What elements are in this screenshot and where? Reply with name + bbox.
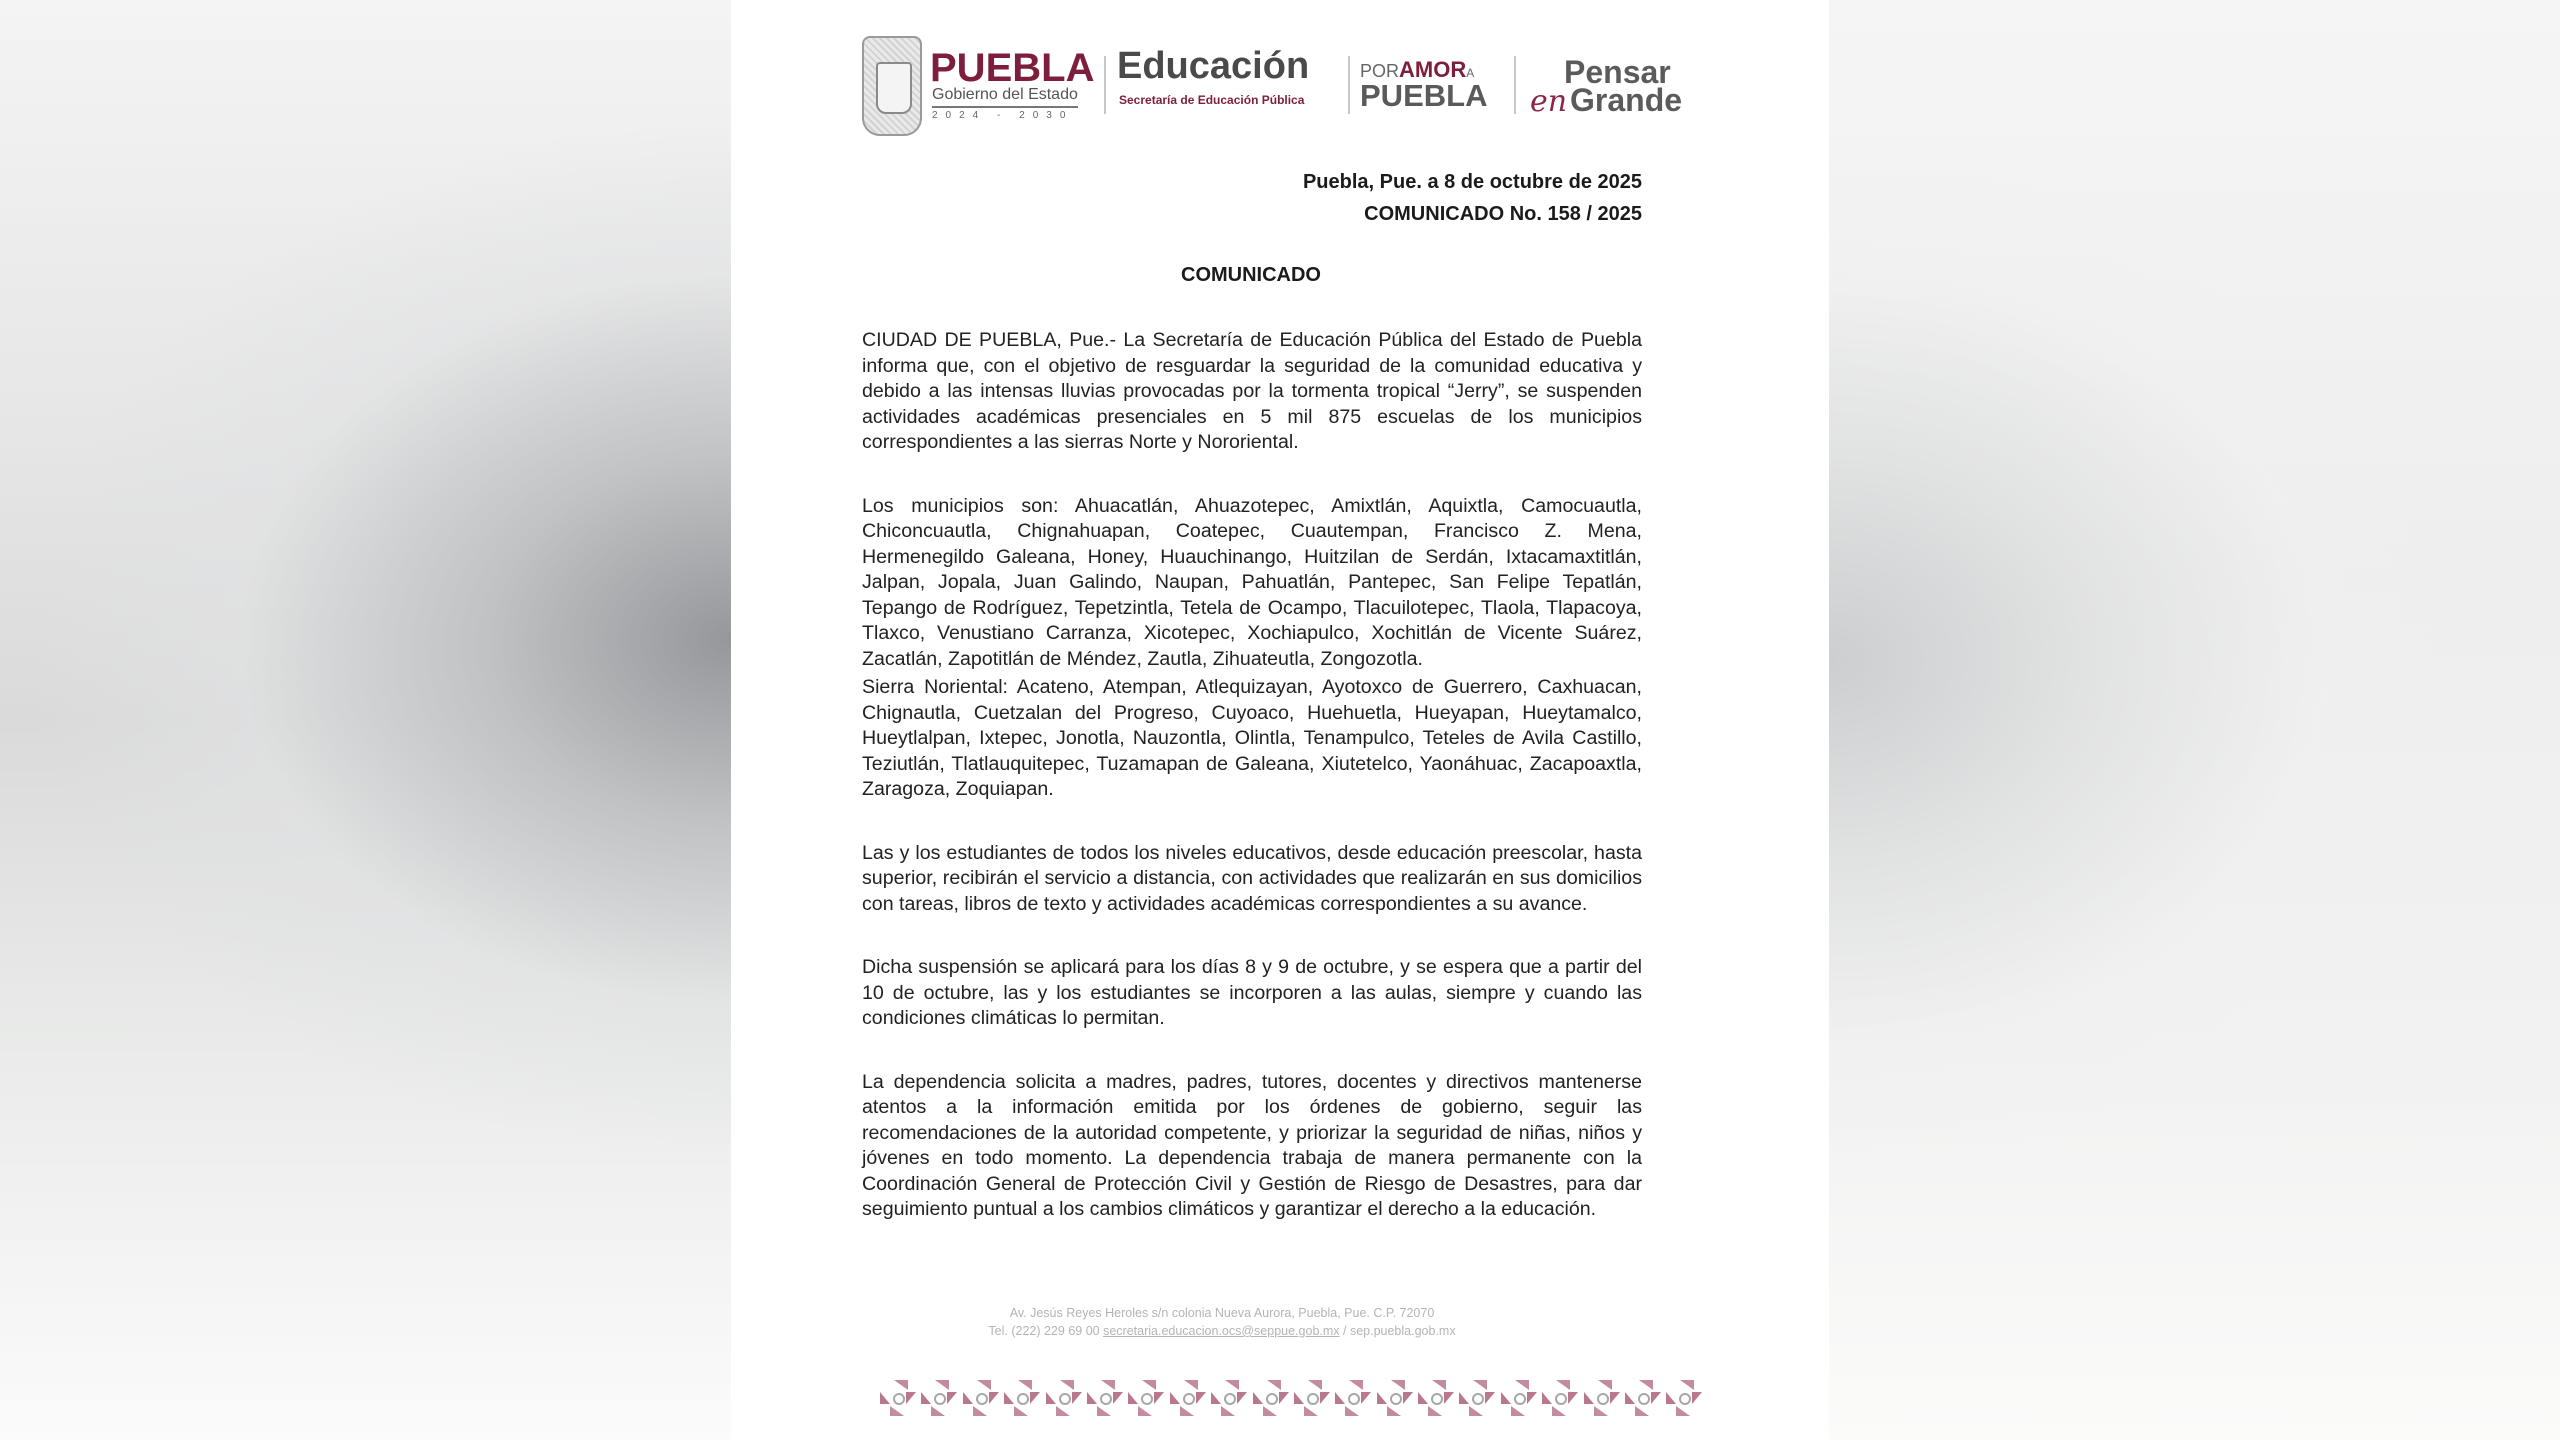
logo-divider <box>1514 56 1516 114</box>
pattern-motif-icon <box>1501 1380 1542 1416</box>
pattern-motif-icon <box>1335 1380 1376 1416</box>
pattern-motif-icon <box>1128 1380 1169 1416</box>
logo-puebla-subtitle: Gobierno del Estado <box>932 86 1078 108</box>
footer-address: Av. Jesús Reyes Heroles s/n colonia Nueva Aurora, Puebla, Pue. C.P. 72070 <box>1009 1306 1435 1320</box>
logo-a: A <box>1466 66 1475 80</box>
footer-email-link[interactable]: secretaria.educacion.ocs@seppue.gob.mx <box>1103 1324 1340 1338</box>
logo-en: en <box>1530 84 1568 119</box>
background-right <box>1829 0 2560 1440</box>
paragraph-municipios-norte: Los municipios son: Ahuacatlán, Ahuazotepec, Amixtlán, Aquixtla, Camocuautla, Chiconcuautla, Chignahuapan, Coatepec, Cuautempan, Francisco Z. Mena, Hermenegildo Galeana, Honey, Huauchinango, Huitzilan de Serdán, Ixtacamaxtitlán, Jalpan, Jopala, Juan Galindo, Naupan, Pahuatlán, Pantepec, San Felipe Tepatlán, Tepango de Rodríguez, Tepetzintla, Tetela de Ocampo, Tlacuilotepec, Tlaola, Tlapacoya, Tlaxco, Venustiano Carranza, Xicotepec, Xochiapulco, Xochitlán de Vicente Suárez, Zacatlán, Zapotitlán de Méndez, Zautla, Zihuateutla, Zongozotla. <box>862 494 1642 670</box>
place-date: Puebla, Pue. a 8 de octubre de 2025 <box>1302 171 1642 193</box>
pattern-motif-icon <box>1377 1380 1418 1416</box>
pattern-motif-icon <box>1170 1380 1211 1416</box>
pattern-motif-icon <box>1253 1380 1294 1416</box>
pattern-motif-icon <box>1584 1380 1625 1416</box>
logo-educacion-subtitle: Secretaría de Educación Pública <box>1119 93 1305 107</box>
pattern-motif-icon <box>1046 1380 1087 1416</box>
pattern-motif-icon <box>921 1380 962 1416</box>
pattern-motif-icon <box>1459 1380 1500 1416</box>
paragraph-sierra-nororiental: Sierra Noriental: Acateno, Atempan, Atlequizayan, Ayotoxco de Guerrero, Caxhuacan, Chignautla, Cuetzalan del Progreso, Cuyoaco, Huehuetla, Hueyapan, Hueytamalco, Hueytlalpan, Ixtepec, Jonotla, Nauzontla, Olintla, Tenampulco, Teteles de Avila Castillo, Teziutlán, Tlatlauquitepec, Tuzamapan de Galeana, Xiutetelco, Yaonáhuac, Zacapoaxtla, Zaragoza, Zoquiapan. <box>862 676 1642 800</box>
pattern-motif-icon <box>1542 1380 1583 1416</box>
footer-separator: / <box>1339 1324 1350 1338</box>
logo-puebla-title: PUEBLA <box>930 46 1095 90</box>
pattern-motif-icon <box>1625 1380 1666 1416</box>
footer-website-link[interactable]: sep.puebla.gob.mx <box>1349 1324 1456 1338</box>
footer-contact-line <box>932 1322 1512 1340</box>
logo-educacion-title: Educación <box>1117 45 1310 87</box>
logo-puebla-years: 2024 - 2030 <box>932 110 1074 121</box>
paragraph-recomendaciones: La dependencia solicita a madres, padres, tutores, docentes y directivos mantenerse atentos a la información emitida por los órdenes de gobierno, seguir las recomendaciones de la autoridad competente, y priorizar la seguridad de niñas, niños y jóvenes en todo momento. La dependencia trabaja de manera permanente con la Coordinación General de Protección Civil y Gestión de Riesgo de Desastres, para dar seguimiento puntual a los cambios climáticos y garantizar el derecho a la educación. <box>862 1070 1642 1220</box>
pattern-motif-icon <box>1418 1380 1459 1416</box>
footer-contact <box>932 1304 1512 1340</box>
pattern-motif-icon <box>963 1380 1004 1416</box>
coat-of-arms-icon <box>862 36 922 136</box>
pattern-motif-icon <box>1087 1380 1128 1416</box>
paragraph-intro: CIUDAD DE PUEBLA, Pue.- La Secretaría de Educación Pública del Estado de Puebla informa que, con el objetivo de resguardar la seguridad de la comunidad educativa y debido a las intensas lluvias provocadas por la tormenta tropical “Jerry”, se suspenden actividades académicas presenciales en 5 mil 875 escuelas de los municipios correspondientes a las sierras Norte y Nororiental. <box>862 329 1642 453</box>
pattern-motif-icon <box>1294 1380 1335 1416</box>
document-body <box>862 328 1642 1223</box>
logo-divider <box>1348 56 1350 114</box>
logo-por: POR <box>1360 61 1400 81</box>
paragraph-estudiantes: Las y los estudiantes de todos los niveles educativos, desde educación preescolar, hasta superior, recibirán el servicio a distancia, con actividades que realizarán en sus domicilios con tareas, libros de texto y actividades académicas correspondientes a su avance. <box>862 841 1642 915</box>
pattern-motif-icon <box>1211 1380 1252 1416</box>
logo-por-amor-puebla: PUEBLA <box>1360 78 1488 113</box>
background-left <box>0 0 731 1440</box>
document-meta <box>1303 166 1642 230</box>
logo-divider <box>1104 56 1106 114</box>
communique-number: COMUNICADO No. 158 / 2025 <box>1364 203 1642 225</box>
pattern-motif-icon <box>880 1380 921 1416</box>
shield-icon <box>876 62 912 114</box>
footer-phone: Tel. (222) 229 69 00 <box>988 1324 1100 1338</box>
pattern-motif-icon <box>1666 1380 1707 1416</box>
header-logos <box>862 34 1702 138</box>
document-title: COMUNICADO <box>1181 264 1321 286</box>
logo-pensar: Pensar <box>1564 54 1671 90</box>
paragraph-fechas: Dicha suspensión se aplicará para los días 8 y 9 de octubre, y se espera que a partir del 10 de octubre, las y los estudiantes se incorporen a las aulas, siempre y cuando las condiciones climáticas lo permitan. <box>862 956 1642 1029</box>
pattern-motif-icon <box>1004 1380 1045 1416</box>
logo-amor: AMOR <box>1399 57 1467 82</box>
decorative-pattern-band <box>880 1380 1708 1416</box>
logo-grande: Grande <box>1570 82 1683 118</box>
